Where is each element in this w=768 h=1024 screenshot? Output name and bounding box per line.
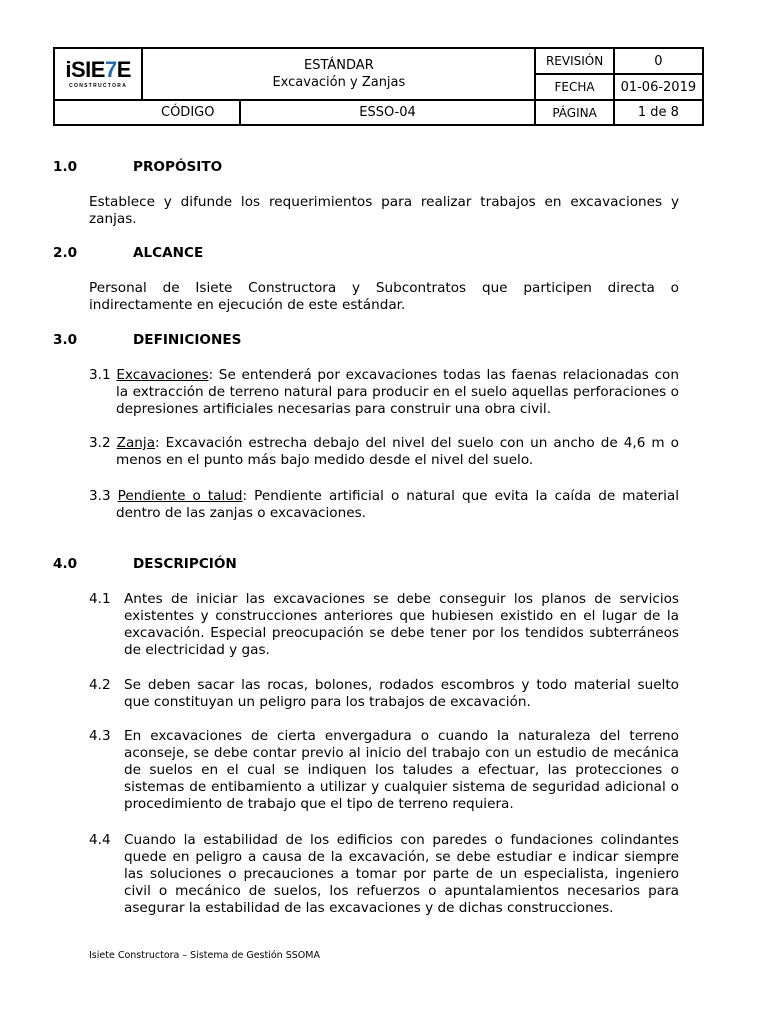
revision-value: 0 [614,48,703,74]
logo-wordmark: iSIE7E [65,57,131,82]
document-title-cell [142,48,535,100]
definition-item: 3.2 Zanja: Excavación estrecha debajo del nivel del suelo con un ancho de 4,6 m o menos en el punto más bajo medido desde el nivel del suelo. [89,435,679,468]
description-item: 4.3 En excavaciones de cierta envergadura o cuando la naturaleza del terreno aconseje, se debe contar previo al inicio del trabajo con un estudio de mecánica de suelos en el cual se indiquen los taludes a efectuar, las protecciones o sistemas de entibamiento a utilizar y cualquier sistema de seguridad adicional o procedimiento de trabajo que el tipo de terreno requiera. [89,728,679,812]
description-item: 4.4 Cuando la estabilidad de los edificios con paredes o fundaciones colindantes quede en peligro a causa de la excavación, se debe estudiar e indicar siempre las soluciones o precauciones a tomar por parte de un especialista, ingeniero civil o mecánico de suelos, los refuerzos o apuntalamientos necesarios para asegurar la estabilidad de las excavaciones y de dichas construcciones. [89,832,679,916]
document-type: ESTÁNDAR [304,58,374,73]
description-item: 4.2 Se deben sacar las rocas, bolones, rodados escombros y todo material suelto que constituyan un peligro para los trabajos de excavación. [89,677,679,710]
section-heading-purpose: 1.0 PROPÓSITO [53,159,223,175]
logo-subtitle: CONSTRUCTORA [69,83,128,89]
definition-item: 3.1 Excavaciones: Se entenderá por excavaciones todas las faenas relacionadas con la extracción de terreno natural para producir en el suelo aquellas perforaciones o depresiones artificiales necesarias para construir una obra civil. [89,367,679,417]
description-item: 4.1 Antes de iniciar las excavaciones se debe conseguir los planos de servicios existentes y construcciones anteriores que hubiesen existido en el lugar de la excavación. Especial preocupación se debe tener por los tendidos subterráneos de electricidad y gas. [89,591,679,658]
section-heading-scope: 2.0 ALCANCE [53,245,204,261]
document-header-table [53,47,704,126]
code-value: ESSO-04 [240,100,536,125]
date-value: 01-06-2019 [614,74,703,100]
date-label: FECHA [535,74,613,100]
page-label: PÁGINA [535,100,613,125]
section-text-purpose: Establece y difunde los requerimientos para realizar trabajos en excavaciones y zanjas. [89,194,679,227]
definition-item: 3.3 Pendiente o talud: Pendiente artificial o natural que evita la caída de material dentro de las zanjas o excavaciones. [89,488,679,521]
page-value: 1 de 8 [614,100,703,125]
page-footer: Isiete Constructora – Sistema de Gestión SSOMA [89,950,320,961]
code-label: CÓDIGO [54,100,240,125]
revision-label: REVISIÓN [535,48,613,74]
document-title: Excavación y Zanjas [272,75,406,90]
section-heading-definitions: 3.0 DEFINICIONES [53,332,242,348]
company-logo [54,48,142,100]
section-text-scope: Personal de Isiete Constructora y Subcontratos que participen directa o indirectamente en ejecución de este estándar. [89,280,679,313]
section-heading-description: 4.0 DESCRIPCIÓN [53,556,237,572]
